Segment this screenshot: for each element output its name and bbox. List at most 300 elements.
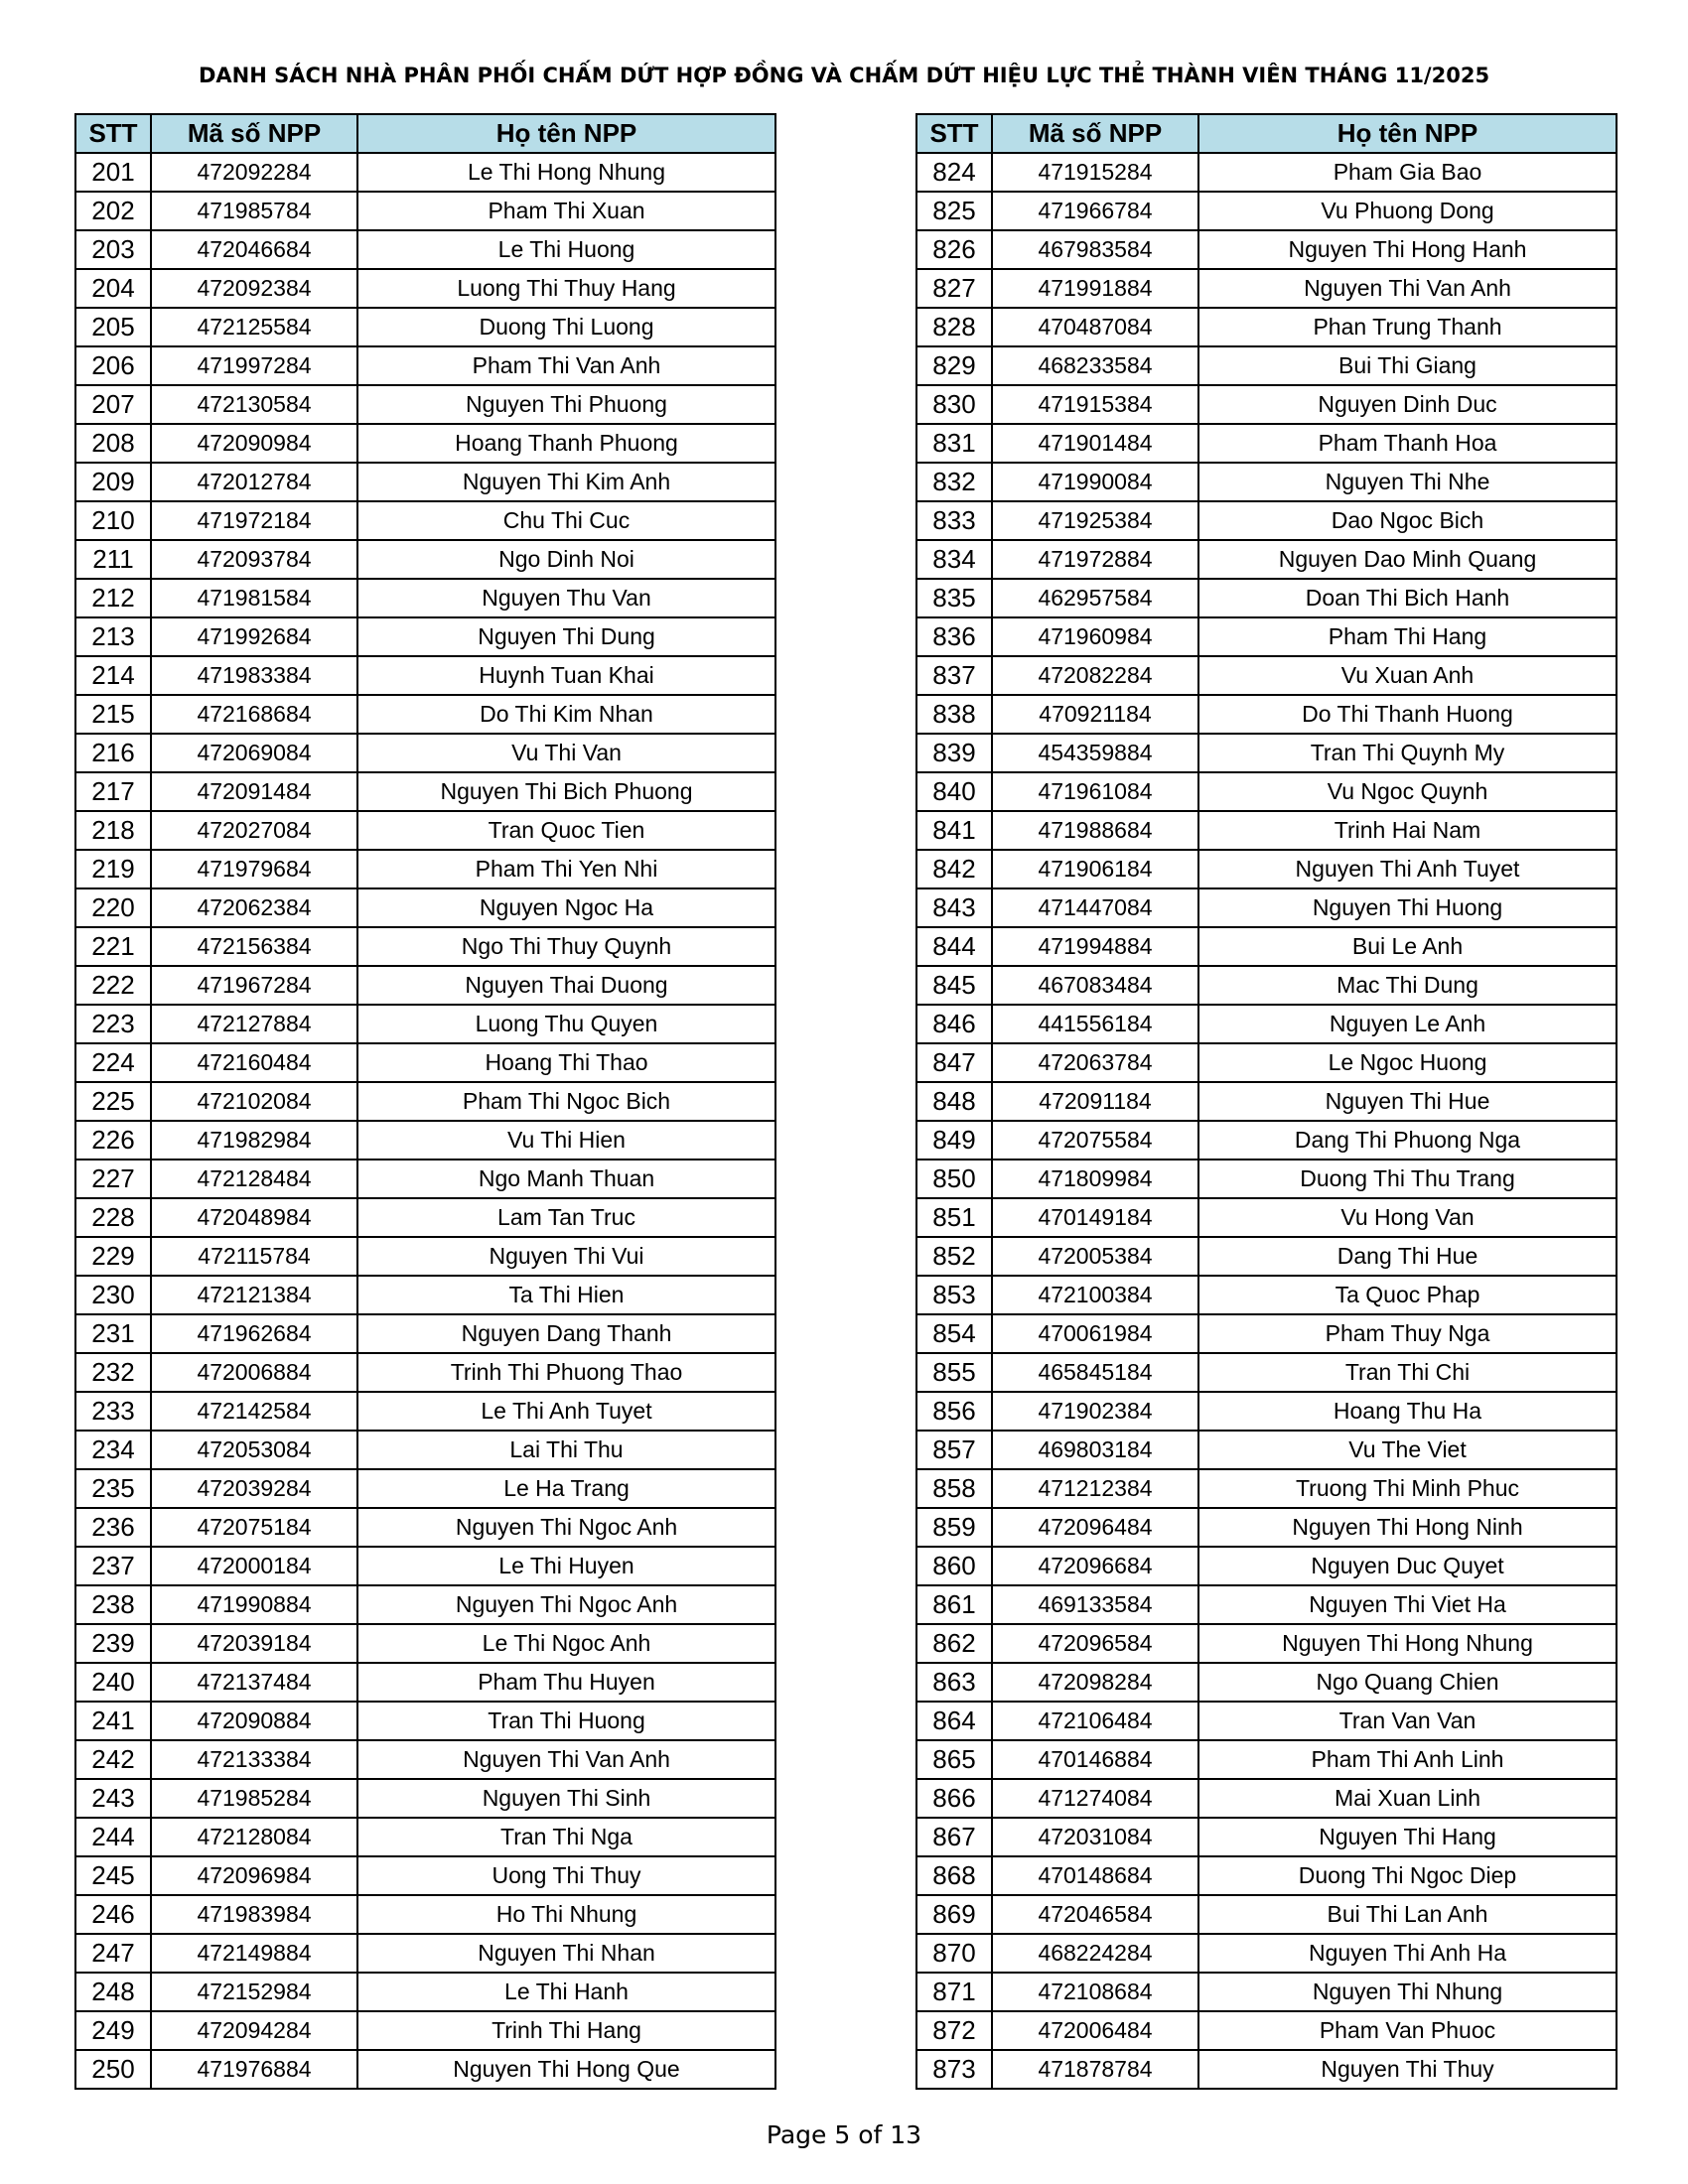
cell-stt: 222 — [75, 966, 151, 1005]
page-number: Page 5 of 13 — [766, 2120, 922, 2149]
table-row — [916, 385, 1617, 424]
cell-distributor-name: Mai Xuan Linh — [1198, 1779, 1617, 1818]
cell-stt: 210 — [75, 501, 151, 540]
cell-stt: 237 — [75, 1547, 151, 1585]
cell-stt: 234 — [75, 1431, 151, 1469]
table-row — [75, 1779, 775, 1818]
cell-distributor-code: 472096984 — [151, 1856, 357, 1895]
table-row — [75, 1585, 775, 1624]
table-row — [75, 1663, 775, 1702]
cell-distributor-name: Tran Van Van — [1198, 1702, 1617, 1740]
cell-distributor-name: Nguyen Thi Bich Phuong — [357, 772, 775, 811]
cell-distributor-code: 469133584 — [992, 1585, 1198, 1624]
cell-distributor-name: Pham Thi Xuan — [357, 192, 775, 230]
cell-distributor-name: Tran Thi Chi — [1198, 1353, 1617, 1392]
cell-distributor-code: 472098284 — [992, 1663, 1198, 1702]
table-row — [916, 269, 1617, 308]
table-row — [916, 1973, 1617, 2011]
table-row — [916, 463, 1617, 501]
cell-stt: 246 — [75, 1895, 151, 1934]
cell-distributor-code: 471990884 — [151, 1585, 357, 1624]
cell-distributor-name: Nguyen Dinh Duc — [1198, 385, 1617, 424]
cell-stt: 872 — [916, 2011, 992, 2050]
cell-distributor-name: Dao Ngoc Bich — [1198, 501, 1617, 540]
table-row — [916, 540, 1617, 579]
cell-distributor-name: Nguyen Thi Vui — [357, 1237, 775, 1276]
table-row — [75, 1469, 775, 1508]
table-row — [916, 1043, 1617, 1082]
distributor-table-left — [74, 113, 776, 2090]
cell-distributor-name: Ngo Dinh Noi — [357, 540, 775, 579]
cell-distributor-code: 472012784 — [151, 463, 357, 501]
table-row — [916, 772, 1617, 811]
cell-stt: 213 — [75, 617, 151, 656]
cell-distributor-name: Tran Thi Huong — [357, 1702, 775, 1740]
cell-stt: 209 — [75, 463, 151, 501]
cell-distributor-name: Nguyen Thi Huong — [1198, 888, 1617, 927]
cell-distributor-name: Bui Le Anh — [1198, 927, 1617, 966]
cell-stt: 842 — [916, 850, 992, 888]
cell-stt: 238 — [75, 1585, 151, 1624]
cell-stt: 212 — [75, 579, 151, 617]
cell-distributor-name: Ngo Manh Thuan — [357, 1160, 775, 1198]
table-row — [75, 1973, 775, 2011]
cell-stt: 202 — [75, 192, 151, 230]
table-row — [916, 1818, 1617, 1856]
cell-distributor-code: 471976884 — [151, 2050, 357, 2089]
cell-distributor-code: 471990084 — [992, 463, 1198, 501]
cell-stt: 827 — [916, 269, 992, 308]
table-row — [916, 1624, 1617, 1663]
table-row — [916, 850, 1617, 888]
table-row — [75, 2050, 775, 2089]
cell-distributor-name: Nguyen Thi Van Anh — [357, 1740, 775, 1779]
table-row — [916, 1740, 1617, 1779]
cell-distributor-name: Pham Thuy Nga — [1198, 1314, 1617, 1353]
table-row — [75, 1160, 775, 1198]
cell-distributor-name: Vu Ngoc Quynh — [1198, 772, 1617, 811]
cell-stt: 205 — [75, 308, 151, 346]
cell-distributor-name: Le Thi Huyen — [357, 1547, 775, 1585]
cell-stt: 834 — [916, 540, 992, 579]
cell-distributor-code: 468224284 — [992, 1934, 1198, 1973]
table-row — [75, 772, 775, 811]
table-body-left — [75, 153, 775, 2089]
table-row — [75, 1043, 775, 1082]
cell-stt: 861 — [916, 1585, 992, 1624]
cell-distributor-code: 472121384 — [151, 1276, 357, 1314]
cell-distributor-name: Lai Thi Thu — [357, 1431, 775, 1469]
cell-stt: 208 — [75, 424, 151, 463]
table-row — [75, 1392, 775, 1431]
table-row — [75, 966, 775, 1005]
cell-distributor-code: 471962684 — [151, 1314, 357, 1353]
cell-distributor-code: 472048984 — [151, 1198, 357, 1237]
cell-distributor-name: Do Thi Thanh Huong — [1198, 695, 1617, 734]
cell-distributor-name: Nguyen Thi Ngoc Anh — [357, 1508, 775, 1547]
table-row — [75, 1198, 775, 1237]
cell-distributor-name: Uong Thi Thuy — [357, 1856, 775, 1895]
table-row — [75, 1431, 775, 1469]
table-row — [75, 734, 775, 772]
cell-distributor-code: 472149884 — [151, 1934, 357, 1973]
cell-distributor-name: Nguyen Thi Hong Que — [357, 2050, 775, 2089]
table-row — [916, 1663, 1617, 1702]
cell-distributor-code: 472075184 — [151, 1508, 357, 1547]
cell-distributor-code: 472156384 — [151, 927, 357, 966]
cell-stt: 864 — [916, 1702, 992, 1740]
cell-distributor-code: 472039284 — [151, 1469, 357, 1508]
cell-distributor-name: Pham Thi Van Anh — [357, 346, 775, 385]
column-header-code: Mã số NPP — [992, 114, 1198, 153]
table-row — [916, 308, 1617, 346]
cell-stt: 250 — [75, 2050, 151, 2089]
table-row — [75, 1624, 775, 1663]
cell-distributor-code: 471982984 — [151, 1121, 357, 1160]
cell-distributor-code: 467983584 — [992, 230, 1198, 269]
cell-distributor-code: 472142584 — [151, 1392, 357, 1431]
cell-stt: 853 — [916, 1276, 992, 1314]
cell-distributor-code: 471878784 — [992, 2050, 1198, 2089]
cell-stt: 211 — [75, 540, 151, 579]
cell-distributor-code: 472053084 — [151, 1431, 357, 1469]
table-row — [916, 734, 1617, 772]
cell-distributor-name: Luong Thu Quyen — [357, 1005, 775, 1043]
cell-distributor-name: Nguyen Thi Thuy — [1198, 2050, 1617, 2089]
cell-distributor-code: 441556184 — [992, 1005, 1198, 1043]
cell-distributor-name: Nguyen Thu Van — [357, 579, 775, 617]
cell-stt: 867 — [916, 1818, 992, 1856]
table-row — [916, 966, 1617, 1005]
table-row — [75, 656, 775, 695]
cell-stt: 829 — [916, 346, 992, 385]
table-row — [75, 927, 775, 966]
cell-distributor-code: 471985784 — [151, 192, 357, 230]
cell-stt: 214 — [75, 656, 151, 695]
cell-distributor-name: Vu Xuan Anh — [1198, 656, 1617, 695]
cell-stt: 247 — [75, 1934, 151, 1973]
cell-stt: 226 — [75, 1121, 151, 1160]
cell-distributor-code: 471992684 — [151, 617, 357, 656]
cell-distributor-name: Pham Thi Anh Linh — [1198, 1740, 1617, 1779]
cell-stt: 871 — [916, 1973, 992, 2011]
cell-distributor-code: 472115784 — [151, 1237, 357, 1276]
cell-distributor-code: 472046584 — [992, 1895, 1198, 1934]
cell-stt: 248 — [75, 1973, 151, 2011]
cell-distributor-code: 470061984 — [992, 1314, 1198, 1353]
cell-stt: 859 — [916, 1508, 992, 1547]
cell-distributor-code: 471901484 — [992, 424, 1198, 463]
cell-stt: 868 — [916, 1856, 992, 1895]
distributor-table-right — [915, 113, 1618, 2090]
table-row — [75, 850, 775, 888]
cell-stt: 236 — [75, 1508, 151, 1547]
cell-distributor-code: 469803184 — [992, 1431, 1198, 1469]
cell-stt: 832 — [916, 463, 992, 501]
cell-distributor-name: Nguyen Thi Dung — [357, 617, 775, 656]
cell-distributor-name: Nguyen Thi Nhan — [357, 1934, 775, 1973]
cell-distributor-code: 472128484 — [151, 1160, 357, 1198]
table-row — [916, 656, 1617, 695]
table-row — [75, 1082, 775, 1121]
cell-distributor-name: Vu The Viet — [1198, 1431, 1617, 1469]
cell-distributor-code: 472130584 — [151, 385, 357, 424]
cell-distributor-name: Huynh Tuan Khai — [357, 656, 775, 695]
cell-distributor-code: 470921184 — [992, 695, 1198, 734]
cell-stt: 855 — [916, 1353, 992, 1392]
cell-stt: 848 — [916, 1082, 992, 1121]
cell-distributor-name: Nguyen Thi Anh Tuyet — [1198, 850, 1617, 888]
cell-stt: 220 — [75, 888, 151, 927]
cell-distributor-code: 472039184 — [151, 1624, 357, 1663]
cell-distributor-code: 472152984 — [151, 1973, 357, 2011]
table-row — [75, 192, 775, 230]
cell-stt: 233 — [75, 1392, 151, 1431]
cell-stt: 231 — [75, 1314, 151, 1353]
cell-stt: 224 — [75, 1043, 151, 1082]
cell-stt: 851 — [916, 1198, 992, 1237]
cell-stt: 240 — [75, 1663, 151, 1702]
cell-stt: 241 — [75, 1702, 151, 1740]
table-row — [75, 888, 775, 927]
cell-stt: 860 — [916, 1547, 992, 1585]
cell-distributor-code: 472000184 — [151, 1547, 357, 1585]
table-row — [75, 2011, 775, 2050]
table-row — [75, 153, 775, 192]
cell-stt: 865 — [916, 1740, 992, 1779]
cell-distributor-name: Pham Thi Ngoc Bich — [357, 1082, 775, 1121]
cell-distributor-name: Duong Thi Ngoc Diep — [1198, 1856, 1617, 1895]
cell-distributor-name: Nguyen Thi Ngoc Anh — [357, 1585, 775, 1624]
cell-stt: 215 — [75, 695, 151, 734]
cell-distributor-code: 472106484 — [992, 1702, 1198, 1740]
table-row — [75, 1856, 775, 1895]
cell-distributor-name: Le Thi Ngoc Anh — [357, 1624, 775, 1663]
cell-distributor-code: 472092284 — [151, 153, 357, 192]
cell-distributor-code: 471966784 — [992, 192, 1198, 230]
column-header-name: Họ tên NPP — [1198, 114, 1617, 153]
cell-distributor-name: Luong Thi Thuy Hang — [357, 269, 775, 308]
cell-distributor-name: Pham Thi Yen Nhi — [357, 850, 775, 888]
table-row — [75, 463, 775, 501]
table-row — [916, 1198, 1617, 1237]
cell-stt: 849 — [916, 1121, 992, 1160]
table-row — [916, 1276, 1617, 1314]
table-row — [916, 424, 1617, 463]
cell-stt: 837 — [916, 656, 992, 695]
table-row — [916, 2011, 1617, 2050]
cell-distributor-code: 472127884 — [151, 1005, 357, 1043]
page-title: DANH SÁCH NHÀ PHÂN PHỐI CHẤM DỨT HỢP ĐỒNG VÀ CHẤM DỨT HIỆU LỰC THẺ THÀNH VIÊN THÁNG 11/2025 — [198, 64, 1490, 87]
cell-stt: 847 — [916, 1043, 992, 1082]
cell-distributor-code: 471985284 — [151, 1779, 357, 1818]
cell-stt: 857 — [916, 1431, 992, 1469]
cell-distributor-name: Vu Thi Hien — [357, 1121, 775, 1160]
cell-stt: 217 — [75, 772, 151, 811]
table-row — [916, 1121, 1617, 1160]
cell-distributor-name: Nguyen Thi Nhung — [1198, 1973, 1617, 2011]
cell-distributor-code: 472075584 — [992, 1121, 1198, 1160]
cell-distributor-name: Hoang Thanh Phuong — [357, 424, 775, 463]
cell-distributor-name: Dang Thi Hue — [1198, 1237, 1617, 1276]
cell-stt: 862 — [916, 1624, 992, 1663]
cell-stt: 244 — [75, 1818, 151, 1856]
cell-distributor-code: 472096684 — [992, 1547, 1198, 1585]
table-row — [916, 2050, 1617, 2089]
cell-stt: 249 — [75, 2011, 151, 2050]
cell-distributor-code: 472160484 — [151, 1043, 357, 1082]
cell-distributor-code: 470487084 — [992, 308, 1198, 346]
table-row — [75, 1314, 775, 1353]
cell-stt: 230 — [75, 1276, 151, 1314]
table-row — [916, 1314, 1617, 1353]
table-row — [916, 617, 1617, 656]
cell-distributor-code: 471915384 — [992, 385, 1198, 424]
cell-distributor-code: 472046684 — [151, 230, 357, 269]
cell-stt: 824 — [916, 153, 992, 192]
table-row — [916, 1082, 1617, 1121]
cell-distributor-code: 472082284 — [992, 656, 1198, 695]
cell-distributor-name: Nguyen Thi Hue — [1198, 1082, 1617, 1121]
cell-distributor-code: 472027084 — [151, 811, 357, 850]
table-row — [75, 1740, 775, 1779]
column-header-stt: STT — [916, 114, 992, 153]
cell-distributor-name: Tran Thi Quynh My — [1198, 734, 1617, 772]
cell-distributor-code: 472069084 — [151, 734, 357, 772]
cell-distributor-name: Nguyen Ngoc Ha — [357, 888, 775, 927]
cell-distributor-name: Hoang Thu Ha — [1198, 1392, 1617, 1431]
table-row — [75, 1508, 775, 1547]
table-row — [916, 1547, 1617, 1585]
cell-stt: 229 — [75, 1237, 151, 1276]
cell-distributor-code: 472096584 — [992, 1624, 1198, 1663]
cell-distributor-name: Hoang Thi Thao — [357, 1043, 775, 1082]
cell-stt: 846 — [916, 1005, 992, 1043]
table-row — [75, 1276, 775, 1314]
cell-distributor-code: 465845184 — [992, 1353, 1198, 1392]
cell-stt: 873 — [916, 2050, 992, 2089]
cell-distributor-code: 470146884 — [992, 1740, 1198, 1779]
cell-distributor-name: Trinh Hai Nam — [1198, 811, 1617, 850]
table-row — [916, 811, 1617, 850]
cell-distributor-code: 471972184 — [151, 501, 357, 540]
table-row — [75, 1702, 775, 1740]
cell-stt: 203 — [75, 230, 151, 269]
cell-distributor-name: Nguyen Thi Hang — [1198, 1818, 1617, 1856]
cell-distributor-name: Nguyen Thi Hong Ninh — [1198, 1508, 1617, 1547]
cell-distributor-name: Nguyen Thi Phuong — [357, 385, 775, 424]
cell-distributor-code: 472128084 — [151, 1818, 357, 1856]
cell-distributor-name: Le Thi Huong — [357, 230, 775, 269]
cell-distributor-code: 472090984 — [151, 424, 357, 463]
table-row — [916, 888, 1617, 927]
cell-distributor-name: Do Thi Kim Nhan — [357, 695, 775, 734]
cell-stt: 225 — [75, 1082, 151, 1121]
table-row — [75, 695, 775, 734]
cell-distributor-code: 471983384 — [151, 656, 357, 695]
table-row — [916, 1895, 1617, 1934]
table-row — [75, 1934, 775, 1973]
cell-distributor-code: 472006884 — [151, 1353, 357, 1392]
cell-stt: 852 — [916, 1237, 992, 1276]
cell-distributor-name: Tran Thi Nga — [357, 1818, 775, 1856]
cell-distributor-name: Vu Thi Van — [357, 734, 775, 772]
table-row — [916, 579, 1617, 617]
cell-distributor-code: 472096484 — [992, 1508, 1198, 1547]
cell-stt: 825 — [916, 192, 992, 230]
table-row — [75, 579, 775, 617]
cell-distributor-name: Nguyen Dang Thanh — [357, 1314, 775, 1353]
cell-distributor-code: 462957584 — [992, 579, 1198, 617]
table-row — [916, 346, 1617, 385]
cell-distributor-code: 471274084 — [992, 1779, 1198, 1818]
cell-stt: 858 — [916, 1469, 992, 1508]
cell-distributor-code: 472005384 — [992, 1237, 1198, 1276]
cell-stt: 204 — [75, 269, 151, 308]
cell-distributor-name: Pham Van Phuoc — [1198, 2011, 1617, 2050]
column-header-name: Họ tên NPP — [357, 114, 775, 153]
cell-distributor-name: Nguyen Thi Nhe — [1198, 463, 1617, 501]
table-row — [916, 1392, 1617, 1431]
table-row — [916, 501, 1617, 540]
cell-distributor-name: Bui Thi Lan Anh — [1198, 1895, 1617, 1934]
cell-distributor-code: 471925384 — [992, 501, 1198, 540]
cell-distributor-name: Ta Thi Hien — [357, 1276, 775, 1314]
cell-distributor-code: 471961084 — [992, 772, 1198, 811]
cell-distributor-name: Nguyen Dao Minh Quang — [1198, 540, 1617, 579]
cell-distributor-code: 472062384 — [151, 888, 357, 927]
cell-stt: 835 — [916, 579, 992, 617]
column-header-stt: STT — [75, 114, 151, 153]
cell-stt: 839 — [916, 734, 992, 772]
column-header-code: Mã số NPP — [151, 114, 357, 153]
cell-distributor-name: Pham Thu Huyen — [357, 1663, 775, 1702]
cell-distributor-code: 471906184 — [992, 850, 1198, 888]
cell-distributor-name: Nguyen Thai Duong — [357, 966, 775, 1005]
cell-stt: 844 — [916, 927, 992, 966]
cell-stt: 850 — [916, 1160, 992, 1198]
cell-stt: 831 — [916, 424, 992, 463]
cell-distributor-code: 472091184 — [992, 1082, 1198, 1121]
cell-distributor-code: 471979684 — [151, 850, 357, 888]
cell-stt: 866 — [916, 1779, 992, 1818]
cell-distributor-name: Tran Quoc Tien — [357, 811, 775, 850]
cell-stt: 219 — [75, 850, 151, 888]
table-row — [916, 1431, 1617, 1469]
cell-distributor-code: 472093784 — [151, 540, 357, 579]
cell-distributor-code: 471902384 — [992, 1392, 1198, 1431]
cell-distributor-name: Nguyen Thi Kim Anh — [357, 463, 775, 501]
table-row — [75, 1121, 775, 1160]
cell-distributor-code: 471809984 — [992, 1160, 1198, 1198]
cell-distributor-name: Bui Thi Giang — [1198, 346, 1617, 385]
cell-distributor-name: Trinh Thi Phuong Thao — [357, 1353, 775, 1392]
cell-distributor-name: Nguyen Thi Van Anh — [1198, 269, 1617, 308]
cell-stt: 869 — [916, 1895, 992, 1934]
table-row — [75, 1547, 775, 1585]
table-row — [916, 1353, 1617, 1392]
cell-stt: 836 — [916, 617, 992, 656]
cell-distributor-name: Nguyen Thi Anh Ha — [1198, 1934, 1617, 1973]
cell-stt: 201 — [75, 153, 151, 192]
table-row — [916, 1469, 1617, 1508]
cell-distributor-name: Truong Thi Minh Phuc — [1198, 1469, 1617, 1508]
cell-distributor-code: 471447084 — [992, 888, 1198, 927]
cell-distributor-code: 468233584 — [992, 346, 1198, 385]
cell-distributor-code: 472090884 — [151, 1702, 357, 1740]
cell-stt: 870 — [916, 1934, 992, 1973]
cell-distributor-name: Ngo Quang Chien — [1198, 1663, 1617, 1702]
